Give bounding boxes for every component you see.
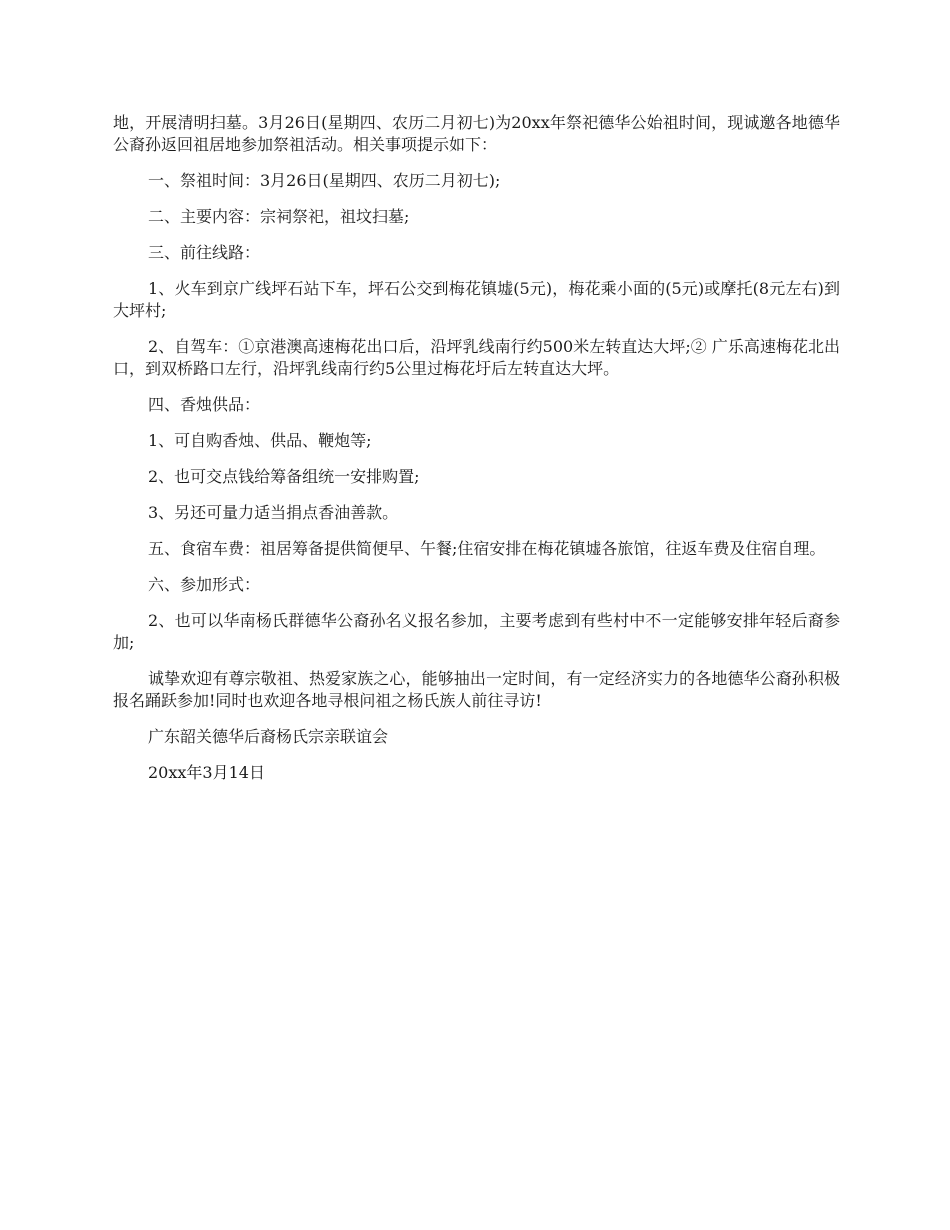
section-content: 二、主要内容：宗祠祭祀，祖坟扫墓; — [148, 207, 410, 226]
route-train: 1、火车到京广线坪石站下车，坪石公交到梅花镇墟(5元)，梅花乘小面的(5元)或摩托(8元左右)到大坪村; — [113, 279, 840, 320]
document-body — [113, 112, 840, 798]
intro-paragraph: 地，开展清明扫墓。3月26日(星期四、农历二月初七)为20xx年祭祀德华公始祖时间，现诚邀各地德华公裔孙返回祖居地参加祭祖活动。相关事项提示如下： — [113, 113, 840, 154]
section-time: 一、祭祖时间：3月26日(星期四、农历二月初七); — [148, 171, 501, 190]
section-route-heading: 三、前往线路： — [148, 243, 261, 262]
closing-invitation: 诚挚欢迎有尊宗敬祖、热爱家族之心，能够抽出一定时间，有一定经济实力的各地德华公裔孙积极报名踊跃参加!同时也欢迎各地寻根问祖之杨氏族人前往寻访! — [113, 669, 840, 710]
offerings-item-3: 3、另还可量力适当捐点香油善款。 — [148, 503, 399, 522]
signature-date: 20xx年3月14日 — [148, 763, 265, 782]
signature-organization: 广东韶关德华后裔杨氏宗亲联谊会 — [148, 727, 389, 746]
offerings-item-2: 2、也可交点钱给筹备组统一安排购置; — [148, 467, 420, 486]
participation-item-2: 2、也可以华南杨氏群德华公裔孙名义报名参加，主要考虑到有些村中不一定能够安排年轻后裔参加; — [113, 611, 840, 652]
section-offerings-heading: 四、香烛供品： — [148, 395, 261, 414]
section-participation-heading: 六、参加形式： — [148, 575, 261, 594]
offerings-item-1: 1、可自购香烛、供品、鞭炮等; — [148, 431, 372, 450]
route-drive: 2、自驾车：①京港澳高速梅花出口后，沿坪乳线南行约500米左转直达大坪;② 广乐高速梅花北出口，到双桥路口左行，沿坪乳线南行约5公里过梅花圩后左转直达大坪。 — [113, 337, 840, 378]
section-lodging: 五、食宿车费：祖居筹备提供简便早、午餐;住宿安排在梅花镇墟各旅馆，往返车费及住宿自理。 — [148, 539, 826, 558]
